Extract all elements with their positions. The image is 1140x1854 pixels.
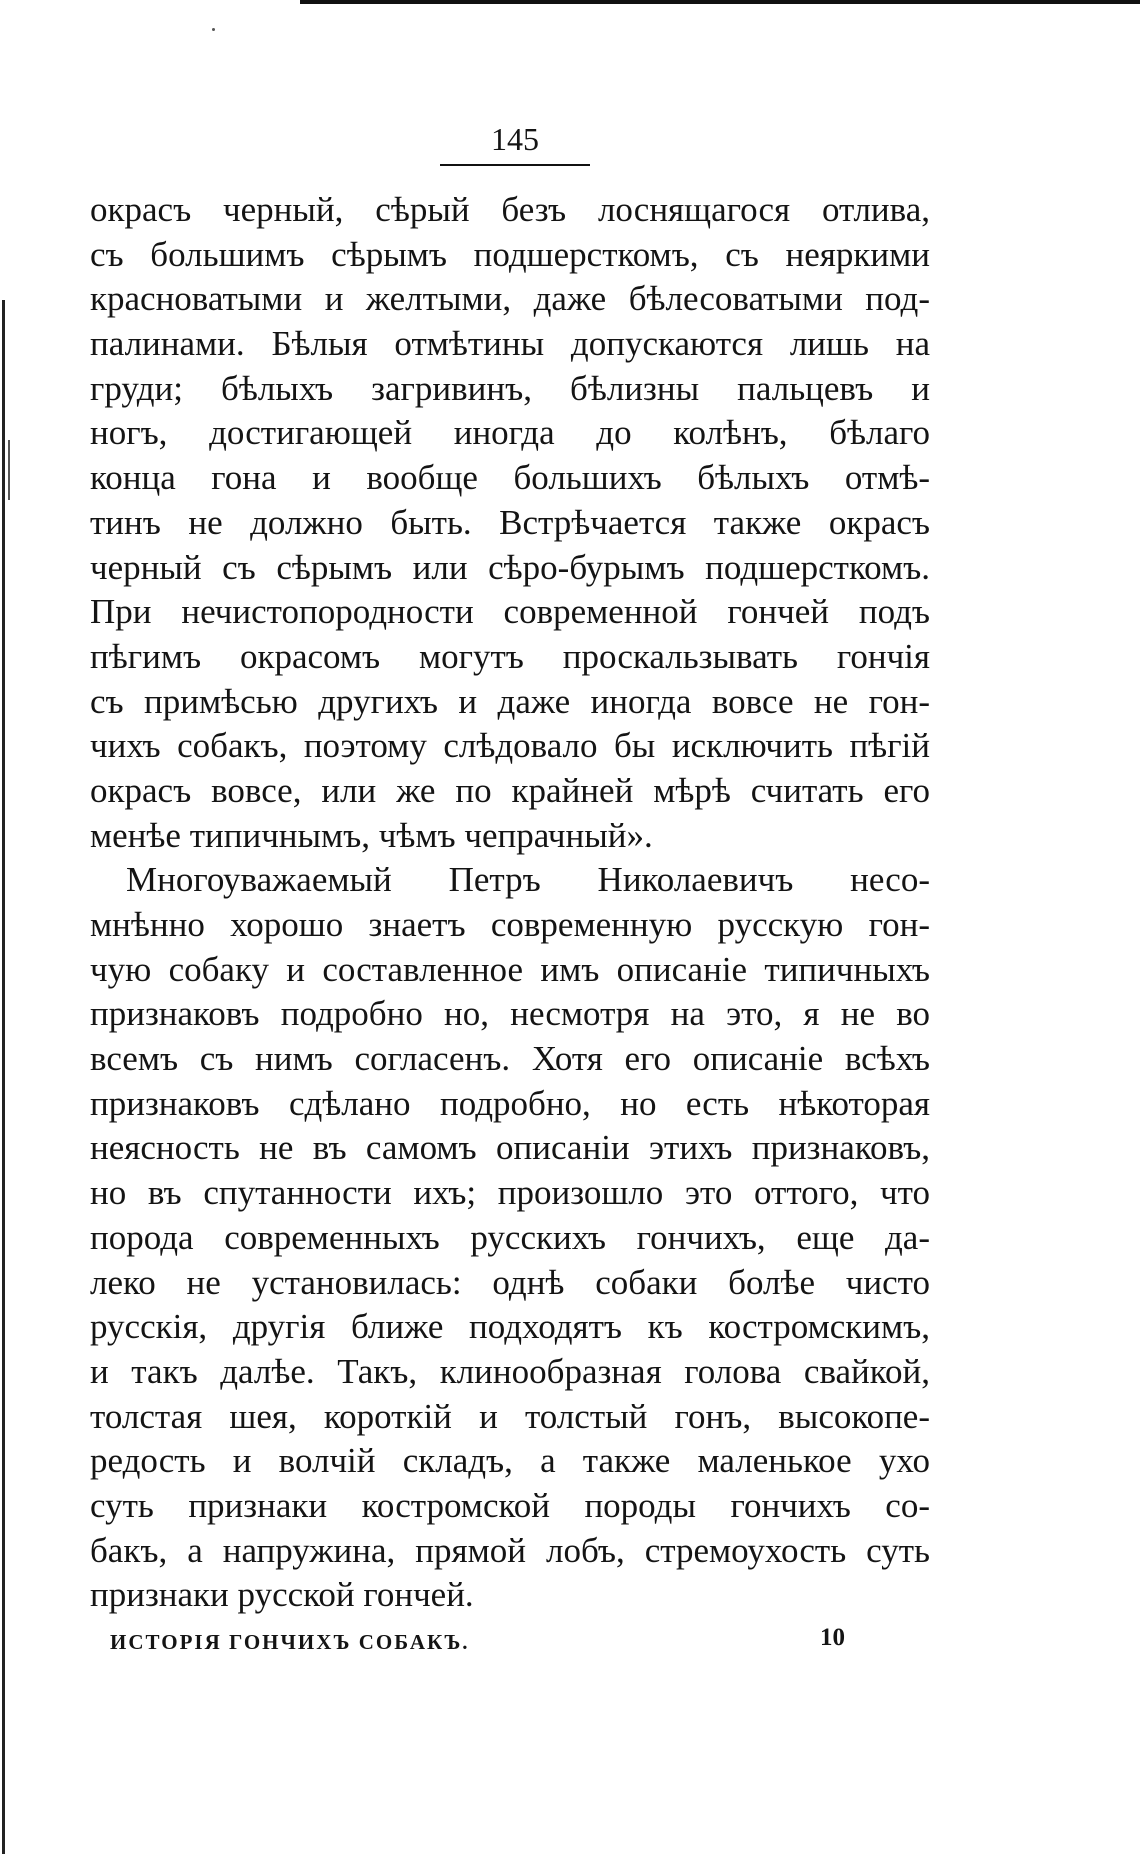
text-line: толстая шея, короткій и толстый гонъ, высокопе- xyxy=(90,1396,930,1436)
text-line: неясность не въ самомъ описаніи этихъ признаковъ, xyxy=(90,1128,930,1168)
text-line: и такъ далѣе. Такъ, клинообразная голова свайкой, xyxy=(90,1351,930,1391)
page-number-underline xyxy=(440,164,590,166)
text-line: красноватыми и желтыми, даже бѣлесоватыми под- xyxy=(90,279,930,319)
text-line: палинами. Бѣлыя отмѣтины допускаются лишь на xyxy=(90,324,930,364)
text-line: тинъ не должно быть. Встрѣчается также окрасъ xyxy=(90,502,930,542)
text-line: леко не установилась: однѣ собаки болѣе чисто xyxy=(90,1262,930,1302)
text-line: Многоуважаемый Петръ Николаевичъ несо- xyxy=(126,860,930,900)
text-line: русскія, другія ближе подходятъ къ костромскимъ, xyxy=(90,1307,930,1347)
text-line: менѣе типичнымъ, чѣмъ чепрачный». xyxy=(90,815,653,855)
text-line: мнѣнно хорошо знаетъ современную русскую гон- xyxy=(90,905,930,944)
text-line: груди; бѣлыхъ загривинъ, бѣлизны пальцевъ и xyxy=(90,368,930,408)
top-border-line xyxy=(300,0,1140,4)
text-line: пѣгимъ окрасомъ могутъ проскальзывать гончія xyxy=(90,636,930,676)
text-line: признаковъ подробно но, несмотря на это, я не во xyxy=(90,994,930,1034)
scan-speck xyxy=(212,28,215,31)
page-left-edge-mark xyxy=(8,440,10,500)
text-line: конца гона и вообще большихъ бѣлыхъ отмѣ- xyxy=(90,458,930,498)
text-line: чую собаку и составленное имъ описаніе типичныхъ xyxy=(90,949,930,989)
text-line: съ примѣсью другихъ и даже иногда вовсе не гон- xyxy=(90,681,930,721)
text-line: чихъ собакъ, поэтому слѣдовало бы исключить пѣгій xyxy=(90,726,930,766)
text-line: При нечистопородности современной гончей подъ xyxy=(90,592,930,632)
signature-mark: 10 xyxy=(820,1624,845,1651)
text-line: но въ спутанности ихъ; произошло это оттого, что xyxy=(90,1173,930,1213)
text-line: признаки русской гончей. xyxy=(90,1575,474,1615)
text-line: окрасъ вовсе, или же по крайней мѣрѣ считать его xyxy=(90,770,930,810)
text-line: черный съ сѣрымъ или сѣро-бурымъ подшерсткомъ. xyxy=(90,547,930,587)
body-text xyxy=(90,188,930,1618)
text-line: порода современныхъ русскихъ гончихъ, еще да- xyxy=(90,1217,930,1257)
text-line: съ большимъ сѣрымъ подшерсткомъ, съ неяркими xyxy=(90,234,930,274)
page-left-edge xyxy=(2,300,5,1854)
page-number: 145 xyxy=(491,121,539,157)
text-line: признаковъ сдѣлано подробно, но есть нѣкоторая xyxy=(90,1083,930,1123)
text-line: бакъ, а напружина, прямой лобъ, стремоухость суть xyxy=(90,1530,930,1570)
text-line: ногъ, достигающей иногда до колѣнъ, бѣлаго xyxy=(90,413,930,453)
text-line: всемъ съ нимъ согласенъ. Хотя его описаніе всѣхъ xyxy=(90,1039,930,1079)
text-line: суть признаки костромской породы гончихъ со- xyxy=(90,1485,930,1525)
text-line: окрасъ черный, сѣрый безъ лоснящагося отлива, xyxy=(90,190,930,229)
text-line: редость и волчій складъ, а также маленькое ухо xyxy=(90,1441,930,1481)
footer-book-title: ИСТОРІЯ ГОНЧИХЪ СОБАКЪ. xyxy=(110,1630,470,1654)
